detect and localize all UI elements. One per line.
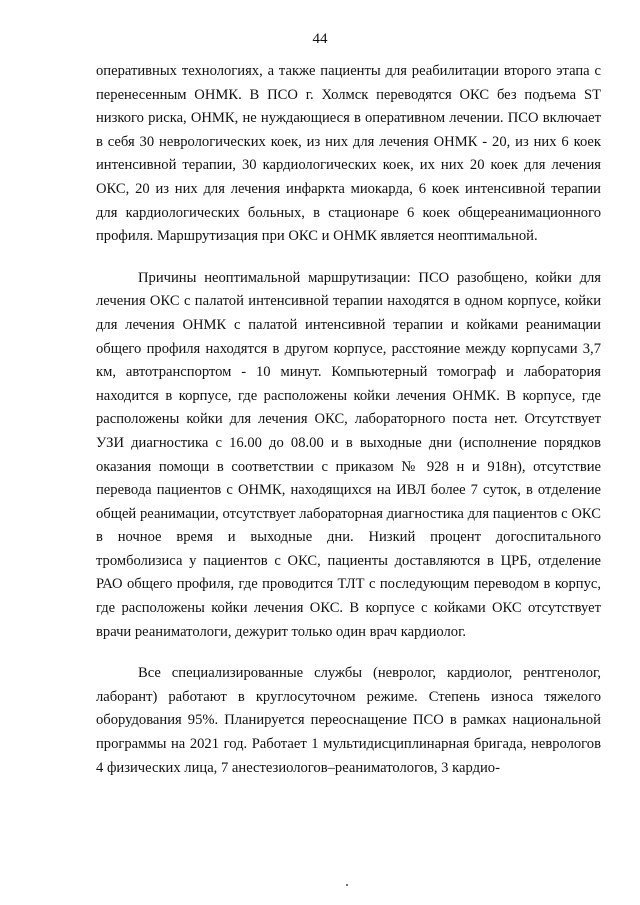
paragraph-1: оперативных технологиях, а также пациенты для реабилитации второго этапа с перенесенным ОНМК. В ПСО г. Холмск переводятся ОКС без подъема ST низкого риска, ОНМК, не нуждающиеся в оперативном лечении. ПСО включает в себя 30 неврологических коек, из них для лечения ОНМК - 20, из них 6 коек интенсивной терапии, 30 кардиологических коек, их них 20 коек для лечения ОКС, 20 из них для лечения инфаркта миокарда, 6 коек интенсивной терапии для кардиологических больных, в стационаре 6 коек общереанимационного профиля. Маршрутизация при ОКС и ОНМК является неоптимальной. (96, 63, 601, 245)
paragraph-3: Все специализированные службы (невролог, кардиолог, рентгенолог, лаборант) работают в круглосуточном режиме. Степень износа тяжелого оборудования 95%. Планируется переоснащение ПСО в рамках национальной программы на 2021 год. Работает 1 мультидисциплинарная бригада, неврологов 4 физических лица, 7 анестезиологов–реаниматологов, 3 кардио- (96, 665, 601, 776)
scan-speck (346, 884, 348, 886)
page-number: 44 (312, 31, 328, 47)
paragraph-2: Причины неоптимальной маршрутизации: ПСО разобщено, койки для лечения ОКС с палатой интенсивной терапии находятся в одном корпусе, койки для лечения ОНМК с палатой интенсивной терапии и койками реанимации общего профиля находятся в другом корпусе, расстояние между корпусами 3,7 км, автотранспортом - 10 минут. Компьютерный томограф и лаборатория находится в корпусе, где расположены койки лечения ОНМК. В корпусе, где расположены койки для лечения ОКС, лабораторного поста нет. Отсутствует УЗИ диагностика с 16.00 до 08.00 и в выходные дни (исполнение порядков оказания помощи в соответствии с приказом № 928 н и 918н), отсутствие перевода пациентов с ОНМК, находящихся на ИВЛ более 7 суток, в отделение общей реанимации, отсутствует лабораторная диагностика для пациентов с ОКС в ночное время и выходные дни. Низкий процент догоспитального тромболизиса у пациентов с ОКС, пациенты доставляются в ЦРБ, отделение РАО общего профиля, где проводится ТЛТ с последующим переводом в корпус, где расположены койки лечения ОКС. В корпусе с койками ОКС отсутствует врачи реаниматологи, дежурит только один врач кардиолог. (96, 269, 601, 640)
document-body (96, 60, 601, 780)
